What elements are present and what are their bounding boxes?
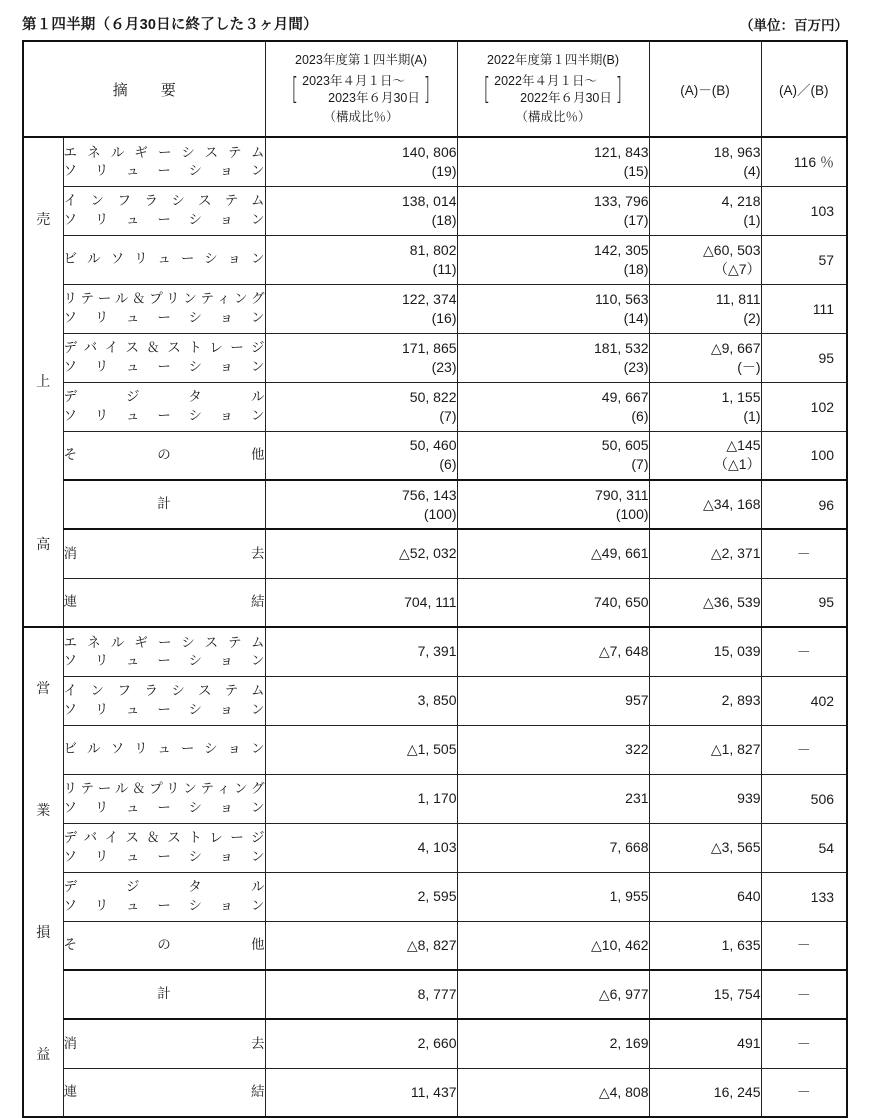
value-main: 4, 103: [417, 839, 457, 856]
row-label-line: エネルギーシステム: [63, 144, 265, 160]
value-composition-ratio: (6): [631, 407, 649, 424]
value-composition-ratio: (16): [431, 309, 457, 326]
value-main: △4, 808: [598, 1083, 649, 1100]
segment-results-table: [22, 40, 848, 1118]
header-col-b-range-line1: 2022年４月１日～: [494, 73, 597, 88]
cell-value-diff: [649, 725, 761, 774]
row-label-line: 連結: [63, 1084, 265, 1100]
cell-value-diff: [649, 137, 761, 186]
cell-value-b: [457, 578, 649, 627]
value-composition-ratio: (7): [439, 407, 457, 424]
row-label: [63, 578, 265, 627]
row-label-line: ソリューション: [63, 701, 265, 717]
table-row: [23, 431, 847, 480]
cell-value-diff: [649, 774, 761, 823]
cell-value-ratio: 54: [761, 823, 847, 872]
value-main: 133, 796: [594, 192, 649, 209]
section-label-char: 営: [36, 680, 51, 697]
section-label-sales: [23, 137, 63, 627]
cell-value-ratio: －: [761, 921, 847, 970]
value-main: 8, 777: [417, 986, 457, 1003]
cell-value-b: [457, 333, 649, 382]
row-label: [63, 676, 265, 725]
cell-value-a: [265, 529, 457, 578]
value-main: 740, 650: [594, 593, 649, 610]
header-col-a-range-line1: 2023年４月１日～: [302, 73, 405, 88]
row-label: [63, 1019, 265, 1068]
row-label: [63, 235, 265, 284]
cell-value-b: [457, 284, 649, 333]
value-main: △49, 661: [591, 545, 649, 562]
value-main: 1, 955: [609, 888, 649, 905]
value-composition-ratio: （△7）: [713, 260, 761, 277]
row-label: [63, 137, 265, 186]
value-main: △2, 371: [710, 545, 761, 562]
value-main: 1, 155: [721, 388, 761, 405]
bracket-right-icon: ]: [423, 71, 430, 107]
cell-value-a: [265, 676, 457, 725]
cell-value-a: [265, 823, 457, 872]
section-label-char: 売: [36, 210, 51, 227]
row-label-line: ビルソリューション: [63, 741, 265, 757]
value-main: 110, 563: [595, 290, 649, 307]
row-label-line: デバイス＆ストレージ: [63, 340, 265, 356]
cell-value-ratio: 57: [761, 235, 847, 284]
row-label-line: リテール＆プリンティング: [63, 781, 265, 797]
row-label: [63, 529, 265, 578]
cell-value-b: [457, 970, 649, 1019]
cell-value-ratio: 95: [761, 578, 847, 627]
cell-value-ratio: 506: [761, 774, 847, 823]
cell-value-b: [457, 137, 649, 186]
cell-value-b: [457, 725, 649, 774]
row-label-line: ソリューション: [63, 897, 265, 913]
row-label: [63, 431, 265, 480]
row-label: [63, 284, 265, 333]
cell-value-a: [265, 774, 457, 823]
header-row: [23, 41, 847, 137]
bracket-left-icon: [: [292, 71, 299, 107]
cell-value-a: [265, 284, 457, 333]
table-row: [23, 578, 847, 627]
row-label: [63, 725, 265, 774]
table-row: [23, 382, 847, 431]
row-label: [63, 186, 265, 235]
value-main: 3, 850: [417, 692, 457, 709]
header-col-a-ratio-note: （構成比％）: [323, 110, 399, 125]
cell-value-a: [265, 725, 457, 774]
value-main: 121, 843: [594, 143, 649, 160]
cell-value-b: [457, 1068, 649, 1117]
value-main: 957: [625, 692, 649, 709]
cell-value-b: [457, 921, 649, 970]
cell-value-ratio: －: [761, 725, 847, 774]
cell-value-diff: [649, 333, 761, 382]
value-main: 4, 218: [721, 192, 761, 209]
cell-value-diff: [649, 186, 761, 235]
value-composition-ratio: (－): [737, 358, 761, 375]
row-label: [63, 774, 265, 823]
value-main: 138, 014: [402, 192, 457, 209]
section-label-char: 損: [36, 924, 51, 941]
header-col-b-range-line2: 2022年６月30日: [520, 90, 612, 105]
cell-value-diff: [649, 480, 761, 529]
table-head: [23, 41, 847, 137]
row-label-line: ソリューション: [63, 848, 265, 864]
cell-value-diff: [649, 872, 761, 921]
cell-value-a: [265, 872, 457, 921]
row-label-line: 連結: [63, 594, 265, 610]
value-main: △9, 667: [710, 339, 761, 356]
value-composition-ratio: （△1）: [713, 456, 761, 473]
row-label-line: ソリューション: [63, 309, 265, 325]
value-main: 756, 143: [402, 486, 457, 503]
value-main: 81, 802: [409, 241, 457, 258]
row-label: [63, 970, 265, 1019]
cell-value-a: [265, 921, 457, 970]
header-col-ratio: (A)／(B): [761, 41, 847, 137]
table-row: [23, 627, 847, 676]
table-row: [23, 529, 847, 578]
value-main: 50, 605: [601, 437, 649, 454]
row-label-line: デジタル: [63, 389, 265, 405]
row-label-line: インフラシステム: [63, 683, 265, 699]
value-composition-ratio: (19): [431, 162, 457, 179]
cell-value-diff: [649, 284, 761, 333]
row-label-line: エネルギーシステム: [63, 634, 265, 650]
cell-value-a: [265, 137, 457, 186]
table-row: [23, 725, 847, 774]
value-main: 142, 305: [594, 241, 649, 258]
cell-value-ratio: 133: [761, 872, 847, 921]
value-composition-ratio: (100): [423, 505, 457, 522]
value-main: 704, 111: [404, 593, 457, 610]
cell-value-diff: [649, 431, 761, 480]
row-label-line: デジタル: [63, 879, 265, 895]
cell-value-b: [457, 676, 649, 725]
value-main: 11, 811: [715, 290, 761, 307]
value-main: 18, 963: [713, 143, 761, 160]
row-label: [63, 1068, 265, 1117]
table-row: [23, 137, 847, 186]
value-main: 640: [737, 888, 761, 905]
value-main: △145: [726, 437, 761, 454]
value-main: 939: [737, 790, 761, 807]
cell-value-a: [265, 480, 457, 529]
value-main: 491: [737, 1035, 761, 1052]
header-col-b-ratio-note: （構成比％）: [515, 110, 591, 125]
page-title: 第１四半期（６月30日に終了した３ヶ月間）: [22, 17, 318, 33]
table-row: [23, 823, 847, 872]
value-main: △36, 539: [703, 593, 761, 610]
value-main: △60, 503: [703, 241, 761, 258]
value-main: 171, 865: [402, 339, 457, 356]
header-col-a-range-line2: 2023年６月30日: [328, 90, 420, 105]
cell-value-ratio: －: [761, 1019, 847, 1068]
value-main: △10, 462: [591, 936, 649, 953]
cell-value-ratio: 102: [761, 382, 847, 431]
row-label-line: インフラシステム: [63, 193, 265, 209]
cell-value-ratio: －: [761, 627, 847, 676]
value-main: 140, 806: [402, 143, 457, 160]
row-label-line: ソリューション: [63, 799, 265, 815]
header-item: 摘 要: [23, 41, 265, 137]
value-main: △7, 648: [598, 643, 649, 660]
table-row: [23, 480, 847, 529]
value-composition-ratio: (4): [743, 162, 761, 179]
cell-value-diff: [649, 235, 761, 284]
row-label: [63, 333, 265, 382]
value-composition-ratio: (18): [431, 211, 457, 228]
header-col-a-title: 2023年度第１四半期(A): [295, 53, 427, 68]
row-label: [63, 823, 265, 872]
value-main: △1, 505: [406, 741, 457, 758]
value-composition-ratio: (18): [623, 260, 649, 277]
table-row: [23, 872, 847, 921]
cell-value-b: [457, 774, 649, 823]
cell-value-ratio: 95: [761, 333, 847, 382]
value-main: 790, 311: [595, 486, 649, 503]
value-main: 7, 668: [609, 839, 649, 856]
cell-value-b: [457, 186, 649, 235]
table-row: [23, 676, 847, 725]
value-main: 231: [625, 790, 649, 807]
row-label-line: その他: [63, 937, 265, 953]
cell-value-diff: [649, 382, 761, 431]
value-composition-ratio: (17): [623, 211, 649, 228]
table-body: [23, 137, 847, 1117]
table-row: [23, 774, 847, 823]
value-main: 15, 039: [713, 643, 761, 660]
row-label-line: ソリューション: [63, 652, 265, 668]
section-label-char: 業: [36, 802, 51, 819]
cell-value-ratio: －: [761, 970, 847, 1019]
header-col-diff: (A)－(B): [649, 41, 761, 137]
row-label-line: ソリューション: [63, 358, 265, 374]
row-label-line: ソリューション: [63, 211, 265, 227]
cell-value-b: [457, 480, 649, 529]
cell-value-ratio: 103: [761, 186, 847, 235]
row-label: [63, 480, 265, 529]
cell-value-ratio: 111: [761, 284, 847, 333]
row-label: [63, 872, 265, 921]
header-col-a: [265, 41, 457, 137]
row-label: [63, 382, 265, 431]
section-label-char: 益: [36, 1046, 51, 1063]
table-row: [23, 970, 847, 1019]
value-main: 1, 170: [417, 790, 457, 807]
cell-value-b: [457, 431, 649, 480]
value-composition-ratio: (100): [615, 505, 649, 522]
header-col-a-range: [266, 73, 457, 107]
row-label: [63, 921, 265, 970]
cell-value-diff: [649, 578, 761, 627]
value-main: △1, 827: [710, 741, 761, 758]
value-main: 122, 374: [402, 290, 457, 307]
value-main: 16, 245: [713, 1083, 761, 1100]
cell-value-ratio: 116 ％: [761, 137, 847, 186]
row-label-line: リテール＆プリンティング: [63, 291, 265, 307]
unit-note: （単位：百万円）: [740, 18, 848, 33]
row-label-line: 消去: [63, 545, 265, 561]
value-composition-ratio: (23): [431, 358, 457, 375]
row-label-line: 計: [157, 496, 171, 512]
cell-value-b: [457, 235, 649, 284]
value-composition-ratio: (1): [743, 211, 761, 228]
value-main: 11, 437: [410, 1083, 457, 1100]
row-label-line: 計: [157, 986, 171, 1002]
cell-value-a: [265, 333, 457, 382]
cell-value-a: [265, 627, 457, 676]
section-label-operating-income: [23, 627, 63, 1117]
header-col-b-range: [458, 73, 649, 107]
cell-value-b: [457, 529, 649, 578]
value-main: △3, 565: [710, 839, 761, 856]
section-label-char: 高: [36, 535, 51, 552]
value-composition-ratio: (14): [623, 309, 649, 326]
value-composition-ratio: (6): [439, 456, 457, 473]
value-main: 7, 391: [417, 643, 457, 660]
value-composition-ratio: (7): [631, 456, 649, 473]
row-label-line: 消去: [63, 1035, 265, 1051]
value-composition-ratio: (23): [623, 358, 649, 375]
cell-value-ratio: 100: [761, 431, 847, 480]
value-main: 2, 169: [609, 1035, 649, 1052]
value-main: 50, 460: [409, 437, 457, 454]
cell-value-ratio: －: [761, 1068, 847, 1117]
value-main: △52, 032: [399, 545, 457, 562]
cell-value-diff: [649, 970, 761, 1019]
row-label-line: デバイス＆ストレージ: [63, 830, 265, 846]
cell-value-a: [265, 235, 457, 284]
cell-value-diff: [649, 627, 761, 676]
value-composition-ratio: (1): [743, 407, 761, 424]
row-label-line: その他: [63, 447, 265, 463]
cell-value-a: [265, 578, 457, 627]
value-main: 1, 635: [721, 936, 761, 953]
value-main: △8, 827: [406, 936, 457, 953]
value-main: 50, 822: [409, 388, 457, 405]
cell-value-diff: [649, 529, 761, 578]
value-main: 2, 595: [417, 888, 457, 905]
bracket-left-icon: [: [484, 71, 491, 107]
value-main: 322: [625, 741, 649, 758]
cell-value-b: [457, 627, 649, 676]
cell-value-diff: [649, 1019, 761, 1068]
row-label-line: ソリューション: [63, 162, 265, 178]
table-row: [23, 921, 847, 970]
cell-value-diff: [649, 823, 761, 872]
value-main: △6, 977: [598, 986, 649, 1003]
cell-value-ratio: －: [761, 529, 847, 578]
value-composition-ratio: (15): [623, 162, 649, 179]
cell-value-b: [457, 872, 649, 921]
value-main: △34, 168: [703, 496, 761, 513]
value-main: 2, 893: [721, 692, 761, 709]
value-main: 2, 660: [417, 1035, 457, 1052]
cell-value-a: [265, 431, 457, 480]
table-row: [23, 284, 847, 333]
value-composition-ratio: (11): [432, 260, 457, 277]
value-main: 181, 532: [594, 339, 649, 356]
value-main: 15, 754: [713, 986, 761, 1003]
cell-value-b: [457, 823, 649, 872]
cell-value-b: [457, 382, 649, 431]
row-label-line: ソリューション: [63, 407, 265, 423]
row-label: [63, 627, 265, 676]
table-row: [23, 1019, 847, 1068]
cell-value-ratio: 96: [761, 480, 847, 529]
cell-value-a: [265, 186, 457, 235]
bracket-right-icon: ]: [615, 71, 622, 107]
cell-value-a: [265, 1019, 457, 1068]
cell-value-diff: [649, 1068, 761, 1117]
header-col-b-title: 2022年度第１四半期(B): [487, 53, 619, 68]
cell-value-diff: [649, 921, 761, 970]
cell-value-ratio: 402: [761, 676, 847, 725]
row-label-line: ビルソリューション: [63, 251, 265, 267]
table-row: [23, 1068, 847, 1117]
header-col-b: [457, 41, 649, 137]
value-main: 49, 667: [601, 388, 649, 405]
table-row: [23, 235, 847, 284]
table-row: [23, 333, 847, 382]
value-composition-ratio: (2): [743, 309, 761, 326]
cell-value-a: [265, 1068, 457, 1117]
caption-row: [22, 8, 848, 34]
cell-value-b: [457, 1019, 649, 1068]
table-row: [23, 186, 847, 235]
section-label-char: 上: [36, 373, 51, 390]
cell-value-a: [265, 970, 457, 1019]
cell-value-a: [265, 382, 457, 431]
cell-value-diff: [649, 676, 761, 725]
